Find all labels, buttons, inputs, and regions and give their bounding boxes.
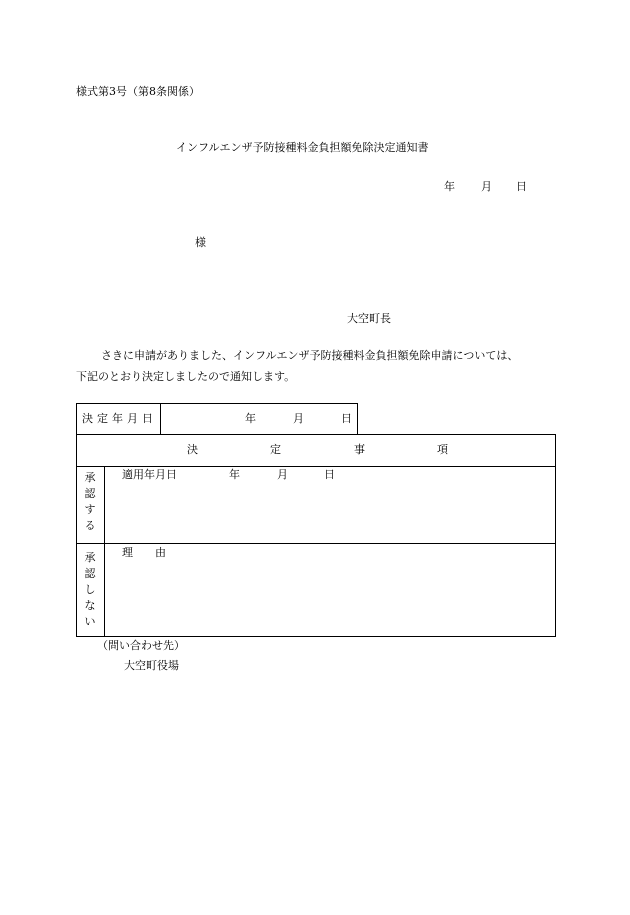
date-month: 月 (481, 180, 492, 193)
header-divider (76, 466, 556, 467)
reject-label-char: 認 (84, 567, 96, 580)
addressee-suffix: 様 (195, 236, 206, 249)
document-title: インフルエンザ予防接種料金負担額免除決定通知書 (176, 141, 429, 154)
applied-date-label: 適用年月日 (122, 468, 177, 481)
reject-label-char: い (84, 615, 96, 628)
decision-table (76, 434, 556, 637)
contact-office: 大空町役場 (124, 659, 179, 672)
decision-date-divider (160, 403, 161, 435)
applied-date-month: 月 (277, 468, 288, 481)
reject-label-char: し (84, 583, 96, 596)
header-char-1: 決 (187, 443, 198, 456)
reject-label (83, 550, 97, 630)
date-day: 日 (516, 180, 527, 193)
approve-label (83, 470, 97, 534)
form-number: 様式第3号（第8条関係） (76, 85, 200, 98)
applied-date-year: 年 (229, 468, 240, 481)
header-char-4: 項 (437, 443, 448, 456)
approve-label-char: 認 (84, 487, 96, 500)
approve-label-char: 承 (84, 471, 96, 484)
reject-label-char: な (84, 599, 96, 612)
decision-date-year: 年 (245, 412, 256, 425)
applied-date-day: 日 (324, 468, 335, 481)
decision-date-day: 日 (341, 412, 352, 425)
reason-label: 理 由 (122, 546, 166, 559)
approve-label-char: す (84, 503, 96, 516)
date-year: 年 (444, 180, 455, 193)
body-line-2: 下記のとおり決定しましたので通知します。 (76, 370, 296, 383)
header-char-2: 定 (270, 443, 281, 456)
contact-label: （問い合わせ先） (97, 639, 185, 652)
reject-label-char: 承 (84, 551, 96, 564)
body-line-1: さきに申請がありました、インフルエンザ予防接種料金負担額免除申請については、 (101, 349, 519, 362)
decision-date-label: 決定年月日 (82, 412, 157, 425)
row-divider (76, 543, 556, 544)
header-char-3: 事 (354, 443, 365, 456)
label-column-divider (104, 466, 105, 637)
decision-date-month: 月 (293, 412, 304, 425)
issuer: 大空町長 (347, 312, 391, 325)
approve-label-char: る (84, 519, 96, 532)
